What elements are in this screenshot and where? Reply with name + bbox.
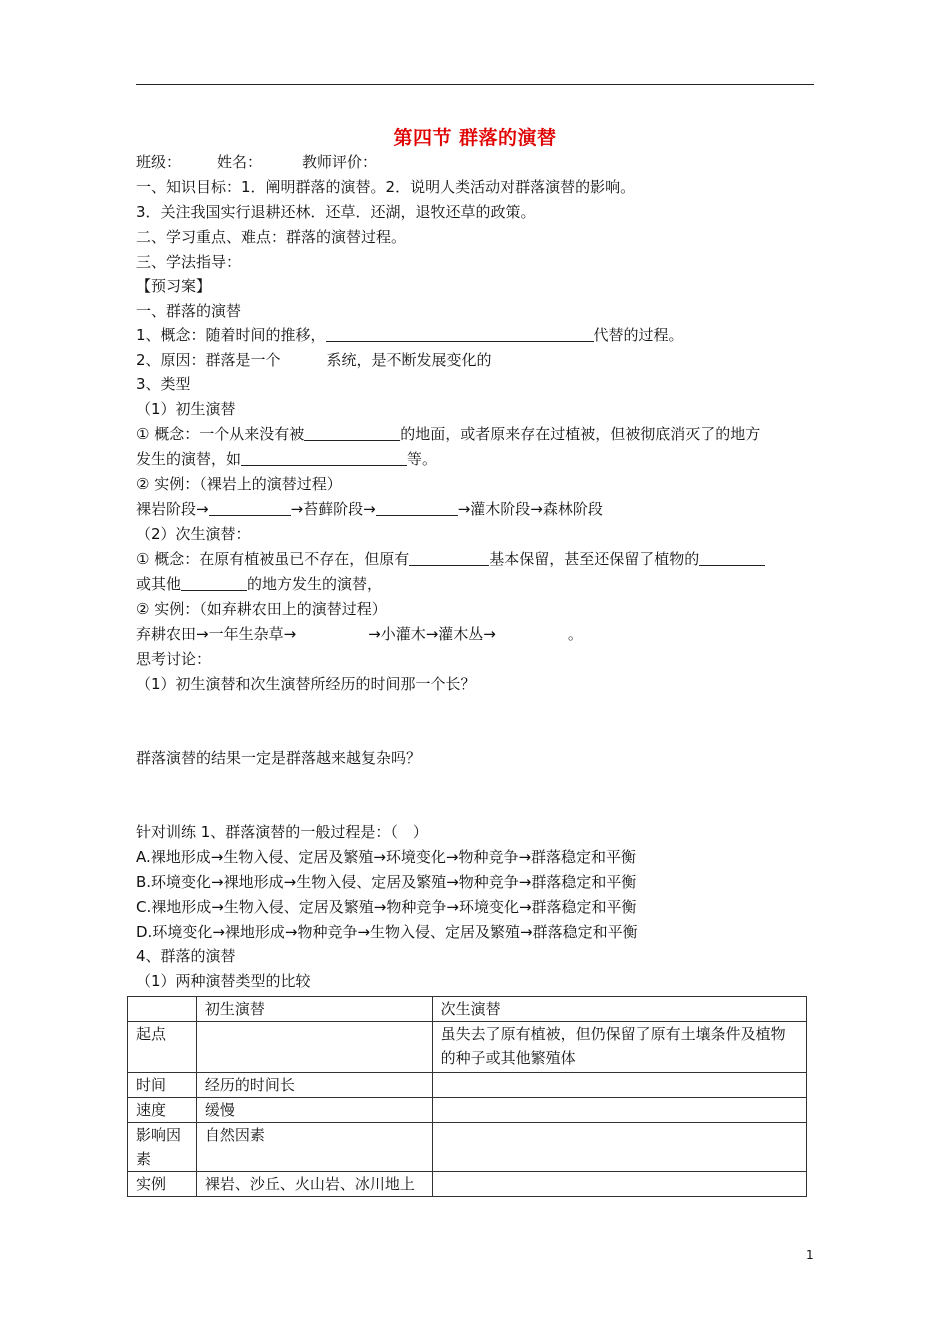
preview-heading: 【预习案】 — [136, 277, 212, 295]
header-fields — [136, 152, 377, 172]
table-cell — [432, 1123, 806, 1172]
table-cell: 速度 — [128, 1098, 197, 1123]
question-2: 群落演替的结果一定是群落越来越复杂吗？ — [136, 749, 422, 767]
concept-text-end: 代替的过程。 — [593, 326, 684, 344]
primary-concept-line-2 — [136, 449, 437, 469]
table-cell: 实例 — [128, 1172, 197, 1197]
table-cell: 缓慢 — [196, 1098, 432, 1123]
secondary-concept-text-4: 的地方发生的演替， — [247, 575, 383, 593]
think-discuss-heading: 思考讨论： — [136, 650, 212, 668]
primary-sequence — [136, 499, 603, 519]
primary-example-heading: ② 实例：（裸岩上的演替过程） — [136, 475, 342, 493]
secondary-heading: （2）次生演替： — [136, 525, 251, 543]
secondary-seq-text-1: 弃耕农田→一年生杂草→ — [136, 625, 297, 643]
exercise-option-c[interactable]: C.裸地形成→生物入侵、定居及繁殖→物种竞争→环境变化→群落稳定和平衡 — [136, 898, 637, 916]
table-header-cell: 初生演替 — [196, 997, 432, 1022]
table-cell — [196, 1022, 432, 1073]
concept-line — [136, 325, 684, 345]
class-field-label: 班级： — [136, 153, 182, 171]
concept-text: 1、概念：随着时间的推移， — [136, 326, 326, 344]
question-1: （1）初生演替和次生演替所经历的时间那一个长？ — [136, 675, 476, 693]
secondary-example-heading: ② 实例：（如弃耕农田上的演替过程） — [136, 600, 387, 618]
name-field-label: 姓名： — [217, 153, 263, 171]
table-cell: 自然因素 — [196, 1123, 432, 1172]
table-row — [128, 1098, 807, 1123]
secondary-concept-blank-1[interactable] — [409, 550, 489, 566]
secondary-concept-text: ① 概念：在原有植被虽已不存在，但原有 — [136, 550, 410, 568]
key-points: 二、学习重点、难点：群落的演替过程。 — [136, 228, 407, 246]
primary-heading: （1）初生演替 — [136, 400, 236, 418]
exercise-option-a[interactable]: A.裸地形成→生物入侵、定居及繁殖→环境变化→物种竞争→群落稳定和平衡 — [136, 848, 637, 866]
concept-blank[interactable] — [326, 326, 594, 342]
primary-concept-text-2: 的地面，或者原来存在过植被，但被彻底消灭了的地方 — [400, 425, 761, 443]
header-rule — [136, 84, 814, 85]
table-cell — [432, 1098, 806, 1123]
secondary-seq-text-2: →小灌木→灌木丛→ — [368, 625, 496, 643]
exercise-option-d[interactable]: D.环境变化→裸地形成→物种竞争→生物入侵、定居及繁殖→群落稳定和平衡 — [136, 923, 638, 941]
primary-concept-blank-2[interactable] — [241, 450, 407, 466]
table-row — [128, 1172, 807, 1197]
table-cell: 裸岩、沙丘、火山岩、冰川地上 — [196, 1172, 432, 1197]
cause-line — [136, 350, 492, 370]
table-cell: 虽失去了原有植被，但仍保留了原有土壤条件及植物的种子或其他繁殖体 — [432, 1022, 806, 1073]
table-cell — [432, 1172, 806, 1197]
type-heading: 3、类型 — [136, 375, 191, 393]
primary-concept-blank-1[interactable] — [304, 425, 400, 441]
comparison-table — [127, 996, 807, 1197]
study-guide: 三、学法指导： — [136, 253, 242, 271]
cause-text: 2、原因：群落是一个 — [136, 351, 281, 369]
primary-seq-text-3: →灌木阶段→森林阶段 — [457, 500, 603, 518]
section-4-heading: 4、群落的演替 — [136, 947, 236, 965]
secondary-concept-text-2: 基本保留，甚至还保留了植物的 — [489, 550, 700, 568]
cause-text-end: 系统，是不断发展变化的 — [326, 351, 492, 369]
exercise-question: 针对训练 1、群落演替的一般过程是：（ ） — [136, 823, 428, 841]
goals-line-1: 一、知识目标：1．阐明群落的演替。2．说明人类活动对群落演替的影响。 — [136, 178, 636, 196]
primary-concept-text-4: 等。 — [407, 450, 438, 468]
table-row — [128, 1123, 807, 1172]
secondary-concept-line-2 — [136, 574, 382, 594]
exercise-option-b[interactable]: B.环境变化→裸地形成→生物入侵、定居及繁殖→物种竞争→群落稳定和平衡 — [136, 873, 637, 891]
section-4-subheading: （1）两种演替类型的比较 — [136, 972, 311, 990]
table-cell: 影响因素 — [128, 1123, 197, 1172]
primary-seq-blank-2[interactable] — [376, 500, 458, 516]
table-cell: 时间 — [128, 1073, 197, 1098]
primary-concept-text: ① 概念：一个从来没有被 — [136, 425, 305, 443]
secondary-concept-blank-3[interactable] — [181, 575, 247, 591]
table-cell: 经历的时间长 — [196, 1073, 432, 1098]
primary-concept-line-1 — [136, 424, 760, 444]
secondary-seq-text-3: 。 — [567, 625, 583, 643]
primary-seq-text-2: →苔藓阶段→ — [290, 500, 376, 518]
page-number: 1 — [806, 1248, 814, 1262]
secondary-concept-text-3: 或其他 — [136, 575, 182, 593]
table-cell: 起点 — [128, 1022, 197, 1073]
table-row — [128, 1073, 807, 1098]
section-1-heading: 一、群落的演替 — [136, 302, 242, 320]
table-header-cell: 次生演替 — [432, 997, 806, 1022]
table-header-cell — [128, 997, 197, 1022]
secondary-sequence — [136, 624, 583, 644]
table-row — [128, 1022, 807, 1073]
page-title: 第四节 群落的演替 — [393, 127, 557, 149]
table-cell — [432, 1073, 806, 1098]
table-header-row — [128, 997, 807, 1022]
secondary-concept-line-1 — [136, 549, 765, 569]
teacher-eval-label: 教师评价： — [302, 153, 378, 171]
primary-concept-text-3: 发生的演替，如 — [136, 450, 242, 468]
goals-line-2: 3．关注我国实行退耕还林．还草．还湖，退牧还草的政策。 — [136, 203, 536, 221]
primary-seq-text-1: 裸岩阶段→ — [136, 500, 209, 518]
primary-seq-blank-1[interactable] — [209, 500, 291, 516]
secondary-concept-blank-2[interactable] — [699, 550, 765, 566]
